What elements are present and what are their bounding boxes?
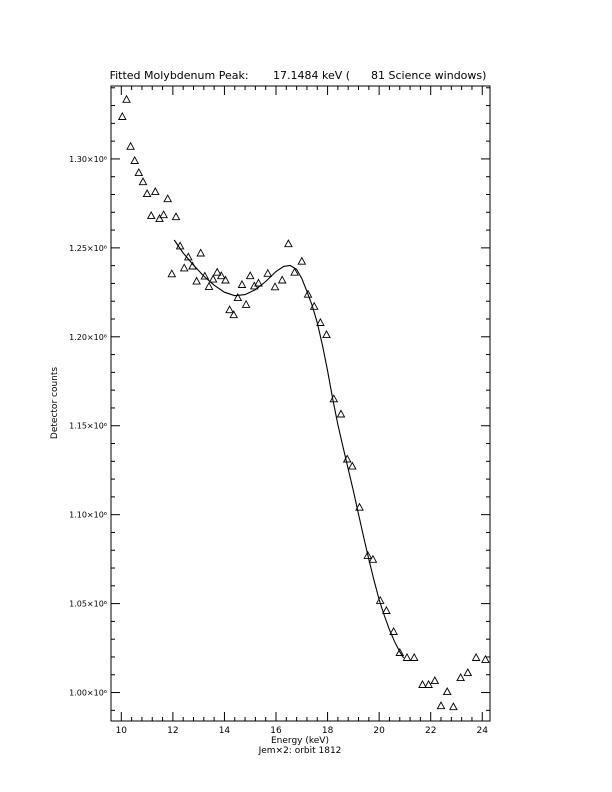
fit-curve-group [174,240,403,658]
y-tick-label: 1.00×10⁶ [69,688,107,698]
data-point [403,654,410,661]
x-tick-label: 18 [321,726,334,736]
data-point [205,283,212,290]
y-tick-label: 1.05×10⁶ [69,599,107,609]
data-point [247,272,254,279]
data-point [279,276,286,283]
x-tick-label: 20 [373,726,385,736]
data-point [135,169,142,176]
data-point [330,395,337,402]
data-point [152,188,159,195]
data-point [156,215,163,222]
data-point [172,213,179,220]
x-tick-label: 14 [218,726,231,736]
data-point [164,195,171,202]
y-axis-ticks [69,88,490,711]
chart-title: Fitted Molybdenum Peak: 17.1484 keV ( 81 Science windows) [109,69,487,82]
x-tick-label: 22 [424,726,437,736]
data-point [197,249,204,256]
data-point [119,113,126,120]
x-tick-label: 16 [270,726,282,736]
plot-frame [111,86,490,721]
data-point [425,681,432,688]
data-point [264,270,271,277]
x-tick-label: 24 [476,726,488,736]
data-point [181,264,188,271]
data-point [123,96,130,103]
data-point [201,273,208,280]
data-point [271,283,278,290]
data-point [160,211,167,218]
data-point [226,306,233,313]
data-point [243,301,250,308]
footer-label: Jem×2: orbit 1812 [258,746,342,756]
x-tick-label: 12 [167,726,179,736]
y-axis-label: Detector counts [50,366,60,440]
data-point [323,331,330,338]
data-point [193,278,200,285]
x-axis-label: Energy (keV) [271,736,329,746]
data-point [457,674,464,681]
data-point [238,281,245,288]
data-point [285,240,292,247]
y-tick-label: 1.30×10⁶ [69,154,107,164]
data-point [139,178,146,185]
data-point [210,276,217,283]
data-point [222,276,229,283]
x-axis-ticks [116,86,489,736]
y-tick-label: 1.15×10⁶ [69,421,107,431]
data-point [337,410,344,417]
y-tick-label: 1.10×10⁶ [69,510,107,520]
data-point [431,677,438,684]
fit-curve [174,240,403,658]
data-point [450,703,457,710]
data-point [144,190,151,197]
data-point [298,258,305,265]
data-point [444,688,451,695]
data-point [349,463,356,470]
data-point [230,311,237,318]
data-point [148,212,155,219]
y-tick-label: 1.20×10⁶ [69,332,107,342]
data-point [168,270,175,277]
data-points-group [119,96,489,710]
data-point [131,157,138,164]
x-tick-label: 10 [115,726,128,736]
data-point [464,669,471,676]
data-point [473,654,480,661]
data-point [437,702,444,709]
data-point [411,654,418,661]
y-tick-label: 1.25×10⁶ [69,243,107,253]
data-point [127,143,134,150]
data-point [419,681,426,688]
